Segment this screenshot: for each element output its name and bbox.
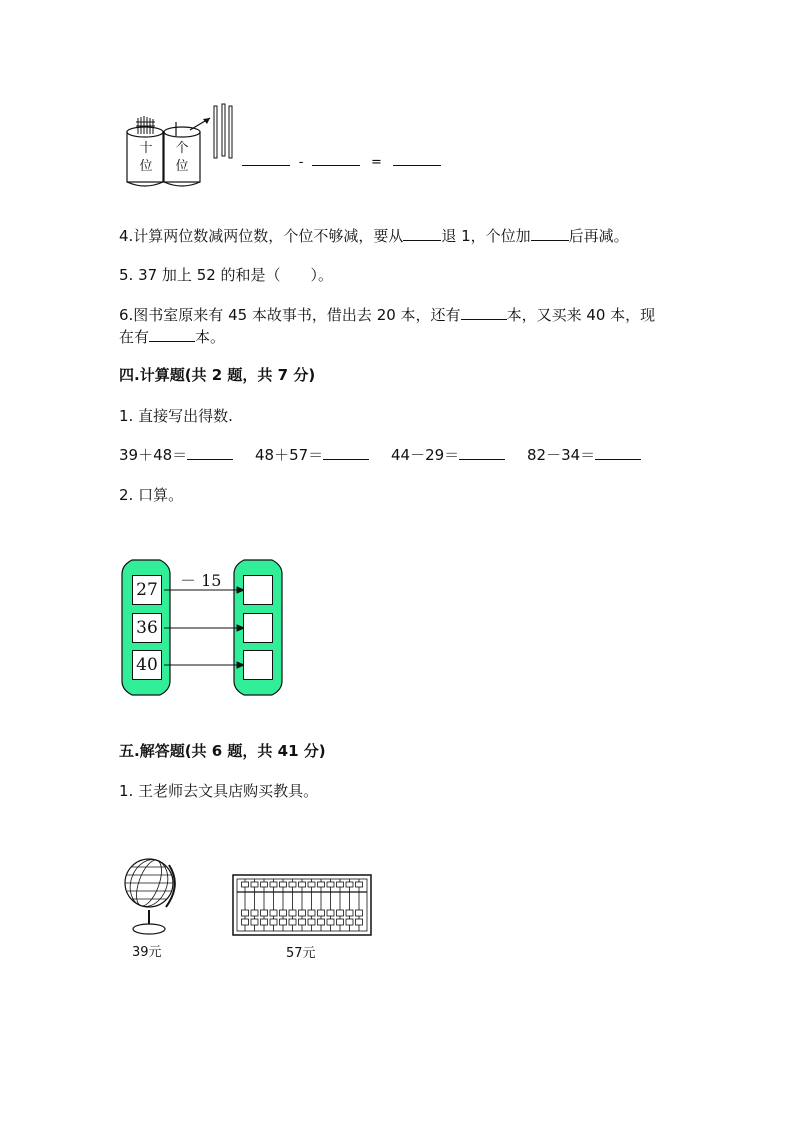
q5-text: 5. 37 加上 52 的和是（ ）。 (119, 266, 334, 284)
ones-label-1: 个 (175, 141, 189, 156)
abacus-bead (346, 882, 353, 887)
abacus-bead (356, 882, 363, 887)
answer-blank-2[interactable] (312, 151, 360, 166)
answer-box-2[interactable] (243, 613, 273, 643)
abacus-bead (251, 919, 258, 925)
q6-blank-2[interactable] (149, 327, 195, 342)
abacus-bead (242, 910, 249, 916)
input-box-3: 40 (132, 650, 162, 680)
s4-q1-expression-3: 44－29＝ (391, 446, 460, 464)
tens-label-1: 十 (139, 141, 153, 156)
answer-box-3[interactable] (243, 650, 273, 680)
place-value-figure (118, 100, 248, 190)
abacus-bead (251, 882, 258, 887)
abacus-bead (356, 919, 363, 925)
q6-blank-1[interactable] (461, 305, 507, 320)
abacus-bead (299, 919, 306, 925)
s4-q1-item-3 (391, 444, 505, 466)
abacus-bead (308, 910, 315, 916)
ones-label-2: 位 (175, 159, 189, 174)
s5-question-1: 1. 王老师去文具店购买教具。 (119, 782, 319, 800)
mental-math-diagram (122, 560, 287, 695)
answer-blank-1[interactable] (242, 151, 290, 166)
abacus-bead (270, 882, 277, 887)
answer-blank-3[interactable] (393, 151, 441, 166)
abacus-bead (308, 882, 315, 887)
s4-q1-blank-2[interactable] (323, 445, 369, 460)
abacus-bead (318, 882, 325, 887)
question-4 (119, 225, 629, 247)
input-box-2: 36 (132, 613, 162, 643)
abacus-bead (261, 910, 268, 916)
abacus-bead (289, 910, 296, 916)
operation-label: － 15 (180, 571, 222, 590)
abacus-bead (337, 910, 344, 916)
q4-blank-2[interactable] (531, 226, 569, 241)
abacus-bead (280, 919, 287, 925)
globe-icon (122, 855, 182, 939)
equals-sign: = (371, 155, 382, 170)
place-value-equation (242, 150, 441, 174)
abacus-bead (346, 919, 353, 925)
abacus-bead (327, 882, 334, 887)
s4-q1-item-2 (255, 444, 369, 466)
abacus-bead (270, 919, 277, 925)
q4-text-after: 后再减。 (568, 227, 629, 245)
abacus-bead (280, 882, 287, 887)
q4-blank-1[interactable] (403, 226, 441, 241)
abacus-price: 57元 (286, 946, 316, 961)
abacus-bead (337, 882, 344, 887)
s4-q1-expression-1: 39＋48＝ (119, 446, 188, 464)
tens-label-2: 位 (139, 159, 153, 174)
abacus-bead (327, 919, 334, 925)
abacus-bead (346, 910, 353, 916)
q4-text-before: 4.计算两位数减两位数，个位不够减，要从 (119, 227, 404, 245)
abacus-bead (242, 882, 249, 887)
section-5-heading: 五.解答题(共 6 题，共 41 分) (119, 742, 326, 760)
s4-q1-blank-1[interactable] (187, 445, 233, 460)
answer-box-1[interactable] (243, 575, 273, 605)
abacus-bead (327, 910, 334, 916)
q6-text-2b: 本。 (195, 328, 226, 346)
s4-q1-item-4 (527, 444, 641, 466)
s4-q1-expression-2: 48＋57＝ (255, 446, 324, 464)
globe-item (122, 855, 182, 960)
s4-question-1: 1. 直接写出得数. (119, 407, 233, 425)
section-4-heading: 四.计算题(共 2 题，共 7 分) (119, 366, 316, 384)
abacus-bead (289, 882, 296, 887)
abacus-bead (280, 910, 287, 916)
abacus-bead (270, 910, 277, 916)
s4-question-2: 2. 口算。 (119, 486, 184, 504)
abacus-bead (308, 919, 315, 925)
abacus-bead (261, 919, 268, 925)
abacus-bead (318, 919, 325, 925)
abacus-bead (261, 882, 268, 887)
globe-price: 39元 (132, 945, 162, 960)
s4-q1-blank-4[interactable] (595, 445, 641, 460)
q6-text-1b: 本，又买来 40 本，现 (506, 306, 656, 324)
s4-q1-item-1 (119, 444, 233, 466)
s4-q1-blank-3[interactable] (459, 445, 505, 460)
abacus-bead (251, 910, 258, 916)
abacus-bead (356, 910, 363, 916)
abacus-bead (337, 919, 344, 925)
abacus-item (232, 874, 372, 960)
question-5 (119, 264, 333, 286)
s4-q1-expression-4: 82－34＝ (527, 446, 596, 464)
input-box-1: 27 (132, 575, 162, 605)
q6-text-1a: 6.图书室原来有 45 本故事书，借出去 20 本，还有 (119, 306, 461, 324)
abacus-icon (232, 874, 372, 936)
abacus-bead (299, 882, 306, 887)
minus-sign: - (298, 155, 304, 170)
abacus-bead (299, 910, 306, 916)
q6-text-2a: 在有 (119, 328, 150, 346)
abacus-bead (289, 919, 296, 925)
question-6 (119, 304, 655, 348)
q4-text-middle: 退 1，个位加 (441, 227, 531, 245)
abacus-bead (318, 910, 325, 916)
abacus-bead (242, 919, 249, 925)
